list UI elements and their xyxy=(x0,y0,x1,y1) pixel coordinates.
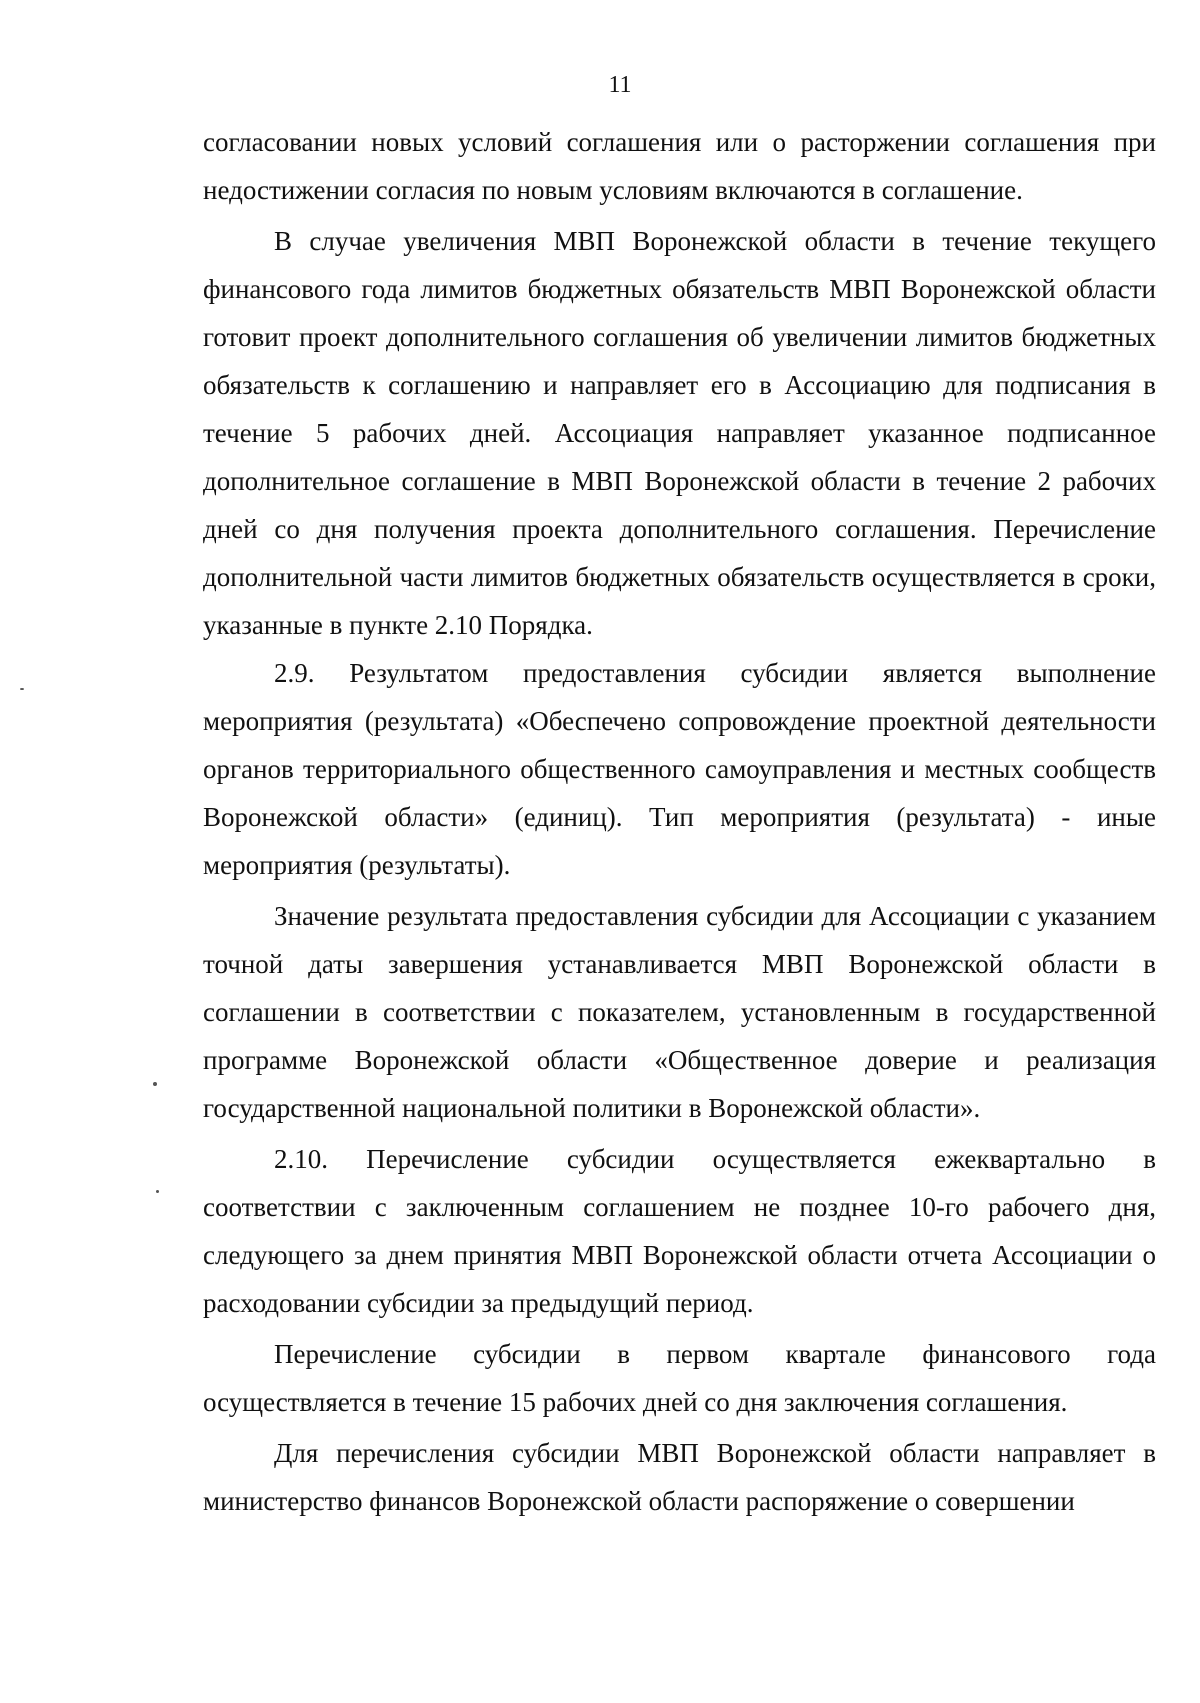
page-number: 11 xyxy=(608,72,632,98)
paragraph-2-10-transfer: 2.10. Перечисление субсидии осуществляется ежеквартально в соответствии с заключенным соглашением не позднее 10-го рабочего дня, следующего за днем принятия МВП Воронежской области отчета Ассоциации о расходовании субсидии за предыдущий период. xyxy=(203,1144,1156,1318)
scan-speck xyxy=(153,1082,157,1086)
paragraph-limits-increase: В случае увеличения МВП Воронежской области в течение текущего финансового года лимитов бюджетных обязательств МВП Воронежской области готовит проект дополнительного соглашения об увеличении лимитов бюджетных обязательств к соглашению и направляет его в Ассоциацию для подписания в течение 5 рабочих дней. Ассоциация направляет указанное подписанное дополнительное соглашение в МВП Воронежской области в течение 2 рабочих дней со дня получения проекта дополнительного соглашения. Перечисление дополнительной части лимитов бюджетных обязательств осуществляется в сроки, указанные в пункте 2.10 Порядка. xyxy=(203,226,1156,640)
scan-speck xyxy=(20,688,24,690)
document-body xyxy=(203,118,1156,1525)
paragraph-2-9-result: 2.9. Результатом предоставления субсидии является выполнение мероприятия (результата) «Обеспечено сопровождение проектной деятельности органов территориального общественного самоуправления и местных сообществ Воронежской области» (единиц). Тип мероприятия (результата) - иные мероприятия (результаты). xyxy=(203,658,1156,880)
paragraph-first-quarter: Перечисление субсидии в первом квартале финансового года осуществляется в течение 15 рабочих дней со дня заключения соглашения. xyxy=(203,1339,1156,1417)
scan-speck xyxy=(156,1190,159,1193)
paragraph-result-value: Значение результата предоставления субсидии для Ассоциации с указанием точной даты завершения устанавливается МВП Воронежской области в соглашении в соответствии с показателем, установленным в государственной программе Воронежской области «Общественное доверие и реализация государственной национальной политики в Воронежской области». xyxy=(203,901,1156,1123)
paragraph-continuation: согласовании новых условий соглашения или о расторжении соглашения при недостижении согласия по новым условиям включаются в соглашение. xyxy=(203,127,1156,205)
paragraph-transfer-order: Для перечисления субсидии МВП Воронежской области направляет в министерство финансов Воронежской области распоряжение о совершении xyxy=(203,1438,1156,1516)
